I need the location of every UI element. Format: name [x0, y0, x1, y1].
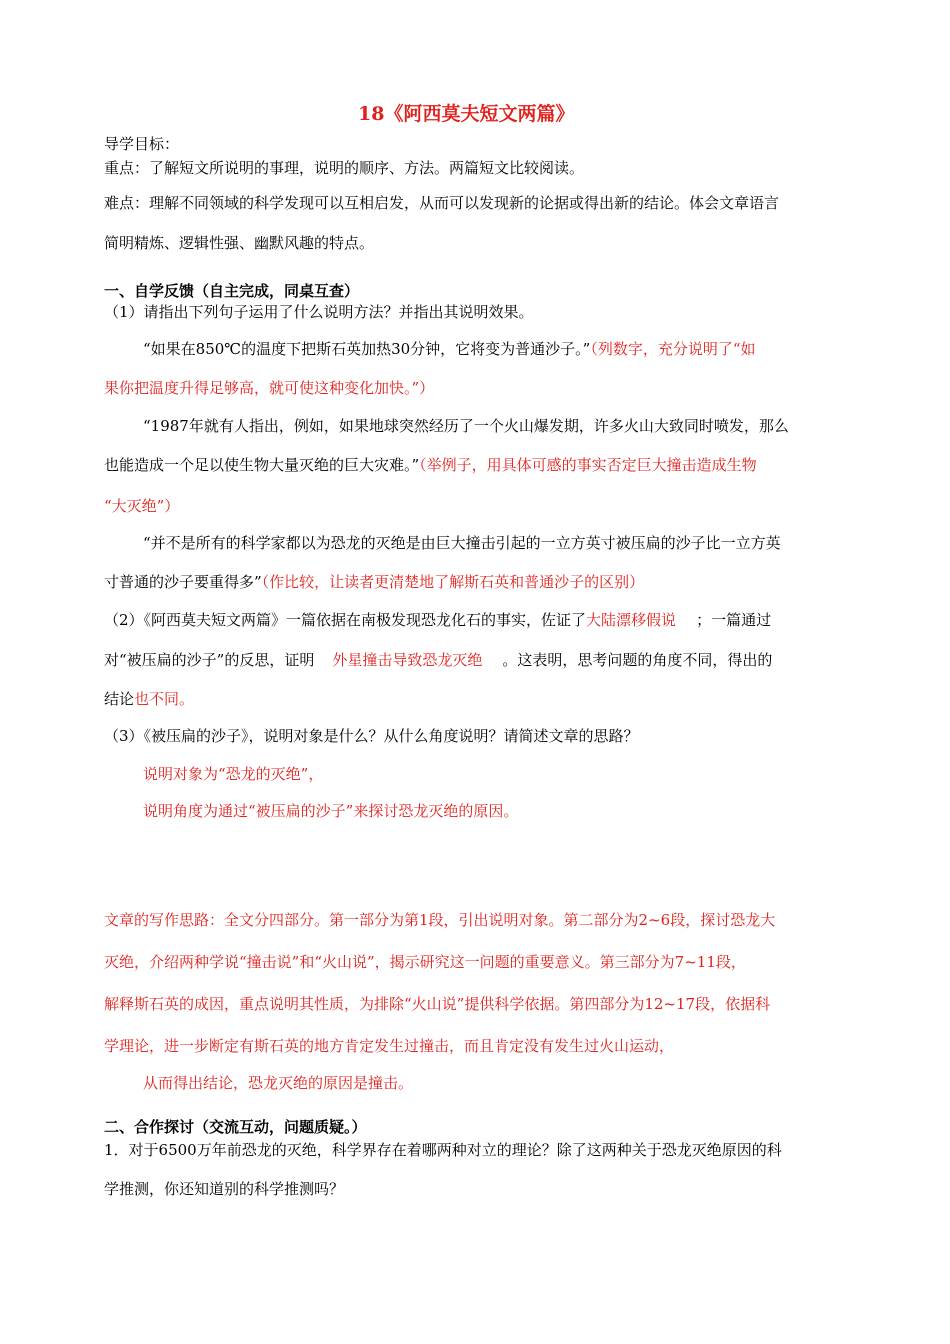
question-1: （1）请指出下列句子运用了什么说明方法？并指出其说明效果。 — [104, 303, 534, 321]
question-2-text-c: 对“被压扁的沙子”的反思，证明 — [104, 651, 315, 669]
question-3-answer-2: 说明角度为通过“被压扁的沙子”来探讨恐龙灭绝的原因。 — [143, 802, 519, 820]
sentence-3-answer: （作比较，让读者更清楚地了解斯石英和普通沙子的区别） — [261, 573, 645, 591]
page-title: 18《阿西莫夫短文两篇》 — [358, 103, 575, 125]
section-1-heading: 一、自学反馈（自主完成，同桌互查） — [104, 282, 360, 300]
question-2-line-1 — [104, 610, 771, 630]
difficulty-line-2: 简明精炼、逻辑性强、幽默风趣的特点。 — [104, 234, 375, 252]
question-2-text-b: ；一篇通过 — [696, 611, 772, 629]
writing-idea-line-4: 学理论，进一步断定有斯石英的地方肯定发生过撞击，而且肯定没有发生过火山运动， — [104, 1037, 675, 1055]
sentence-1-quote: “如果在850℃的温度下把斯石英加热30分钟，它将变为普通沙子。” — [143, 340, 591, 358]
question-2-blank-3: 也不同。 — [134, 690, 195, 708]
question-3: （3）《被压扁的沙子》，说明对象是什么？从什么角度说明？请简述文章的思路？ — [104, 727, 639, 745]
sentence-2-line-2 — [104, 455, 757, 475]
difficulty-line-1: 难点：理解不同领域的科学发现可以互相启发，从而可以发现新的论据或得出新的结论。体会文章语言 — [104, 194, 780, 212]
sentence-1-answer: （列数字，充分说明了“如 — [590, 340, 756, 358]
key-point: 重点：了解短文所说明的事理，说明的顺序、方法。两篇短文比较阅读。 — [104, 159, 585, 177]
writing-idea-line-5: 从而得出结论，恐龙灭绝的原因是撞击。 — [143, 1074, 414, 1092]
sentence-2-answer: （举例子，用具体可感的事实否定巨大撞击造成生物 — [419, 456, 757, 474]
writing-idea-line-1: 文章的写作思路：全文分四部分。第一部分为第1段，引出说明对象。第二部分为2~6段，探讨恐龙大 — [104, 911, 776, 929]
writing-idea-line-2: 灭绝，介绍两种学说“撞击说”和“火山说”，揭示研究这一问题的重要意义。第三部分为7~11段， — [104, 953, 746, 971]
writing-idea-line-3: 解释斯石英的成因，重点说明其性质，为排除“火山说”提供科学依据。第四部分为12~17段，依据科 — [104, 995, 771, 1013]
question-2-line-2 — [104, 650, 772, 670]
sentence-2-quote: 也能造成一个足以使生物大量灭绝的巨大灾难。” — [104, 456, 420, 474]
question-2-blank-1: 大陆漂移假说 — [586, 611, 677, 629]
sentence-2-line-1: “1987年就有人指出，例如，如果地球突然经历了一个火山爆发期，许多火山大致同时喷发，那么 — [143, 417, 789, 435]
question-2-blank-2: 外星撞击导致恐龙灭绝 — [332, 651, 483, 669]
goals-label: 导学目标： — [104, 135, 180, 153]
section-2-heading: 二、合作探讨（交流互动，问题质疑。） — [104, 1118, 367, 1136]
sentence-1-answer-line-2: 果你把温度升得足够高，就可使这种变化加快。”） — [104, 379, 435, 397]
question-2-text-a: （2）《阿西莫夫短文两篇》一篇依据在南极发现恐龙化石的事实，佐证了 — [104, 611, 587, 629]
sentence-2-answer-line-2: “大灭绝”） — [104, 497, 180, 515]
question-2-text-e: 结论 — [104, 690, 135, 708]
sentence-3-line-1: “并不是所有的科学家都以为恐龙的灭绝是由巨大撞击引起的一立方英寸被压扁的沙子比一立方英 — [143, 534, 781, 552]
sentence-3-line-2 — [104, 572, 644, 592]
question-2-line-3 — [104, 689, 194, 709]
discussion-question-1-line-2: 学推测，你还知道别的科学推测吗？ — [104, 1180, 345, 1198]
discussion-question-1-line-1: 1．对于6500万年前恐龙的灭绝，科学界存在着哪两种对立的理论？除了这两种关于恐龙灭绝原因的科 — [104, 1141, 782, 1159]
question-3-answer-1: 说明对象为“恐龙的灭绝”， — [143, 765, 324, 783]
sentence-1-line-1 — [143, 339, 756, 359]
sentence-3-quote: 寸普通的沙子要重得多” — [104, 573, 262, 591]
question-2-text-d: 。这表明，思考问题的角度不同，得出的 — [502, 651, 773, 669]
